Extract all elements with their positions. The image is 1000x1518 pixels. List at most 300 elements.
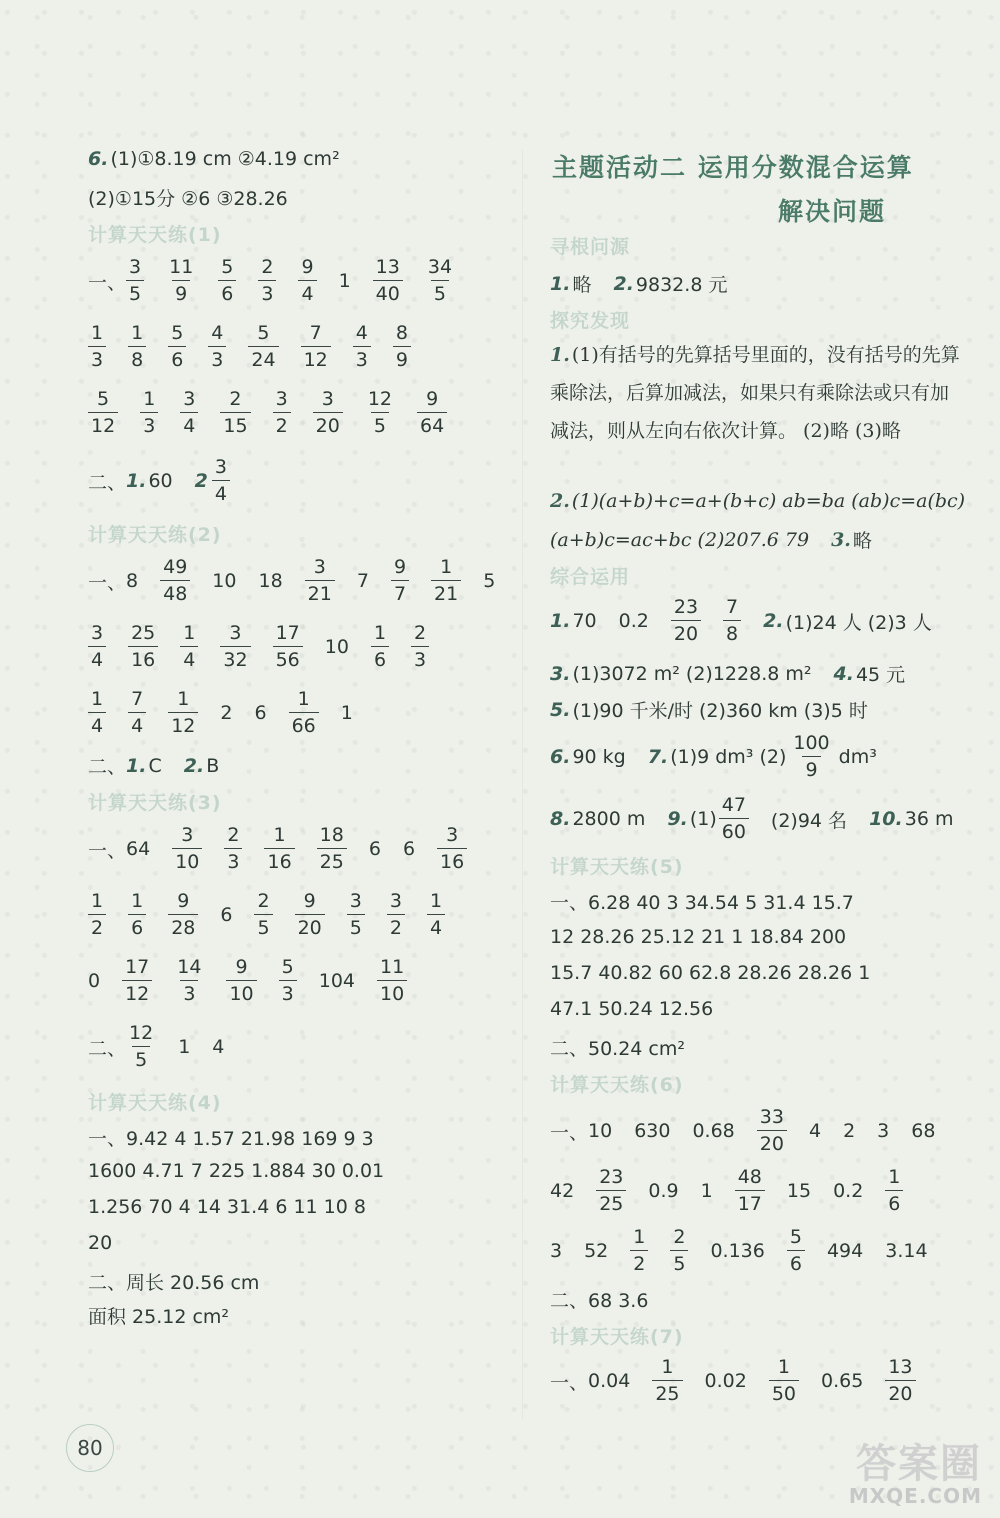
denominator: 12: [122, 980, 152, 1004]
numerator: 1: [143, 388, 156, 410]
section-heading-7: 计算天天练(7): [550, 1326, 684, 1348]
fraction: [371, 624, 389, 670]
fraction: [220, 624, 250, 670]
row: [550, 490, 965, 512]
value: 2: [843, 1120, 856, 1142]
denominator: 16: [128, 646, 158, 670]
label: 7.: [647, 746, 669, 768]
numerator: 12: [367, 388, 393, 410]
row: [88, 892, 467, 938]
numerator: 33: [759, 1106, 784, 1128]
fraction: [273, 390, 291, 436]
denominator: 10: [377, 980, 407, 1004]
fraction: [723, 598, 741, 644]
fraction: [431, 558, 461, 604]
label: 2.: [613, 272, 634, 295]
fraction: [735, 1168, 765, 1214]
value: 8: [126, 570, 139, 592]
fraction: [126, 258, 144, 304]
fraction: [180, 390, 198, 436]
denominator: 48: [160, 580, 190, 604]
numerator: 25: [131, 622, 156, 644]
fraction: [298, 258, 316, 304]
numerator: 1: [131, 322, 144, 344]
fraction: [427, 892, 445, 938]
numerator: 9: [177, 890, 190, 912]
value: 52: [584, 1240, 609, 1262]
value: (1)3072 m² (2)1228.8 m²: [572, 662, 812, 685]
fraction: [168, 892, 198, 938]
numerator: 9: [303, 890, 316, 912]
row: [550, 270, 727, 297]
label: 1.: [550, 610, 571, 632]
value: 60: [148, 470, 173, 492]
numerator: 9: [235, 956, 248, 978]
denominator: 24: [248, 346, 278, 370]
fraction: [88, 324, 106, 370]
numerator: 3: [129, 256, 142, 278]
value: 4: [808, 1120, 822, 1142]
numerator: 11: [169, 256, 194, 278]
answer-6-line1: [88, 148, 340, 170]
numerator: 2: [414, 622, 427, 644]
fraction: [212, 458, 230, 504]
numerator: 47: [721, 794, 746, 816]
value: 9832.8 元: [635, 274, 728, 296]
denominator: 16: [437, 848, 467, 872]
value: 6: [254, 702, 267, 724]
formula: (1)(a+b)+c=a+(b+c) ab=ba (ab)c=a(bc): [571, 490, 966, 512]
value: (1)24 人 (2)3 人: [785, 611, 932, 634]
label: 10.: [869, 808, 903, 830]
denominator: 6: [168, 346, 186, 370]
fraction: [671, 598, 701, 644]
numerator: 3: [91, 622, 104, 644]
row: [550, 1168, 925, 1214]
denominator: 4: [88, 712, 106, 736]
value: 1: [178, 1036, 191, 1058]
denominator: 3: [353, 346, 371, 370]
label: 6.: [550, 746, 571, 768]
denominator: 5: [670, 1250, 688, 1274]
denominator: 4: [180, 646, 198, 670]
numerator: 13: [888, 1356, 913, 1378]
fraction: [347, 892, 365, 938]
denominator: 7: [391, 580, 409, 604]
denominator: 9: [172, 280, 190, 304]
fraction: [258, 258, 276, 304]
denominator: 60: [719, 818, 749, 842]
denominator: 3: [180, 980, 198, 1004]
denominator: 28: [168, 914, 198, 938]
prefix: 一、: [550, 1371, 589, 1394]
denominator: 4: [128, 712, 146, 736]
numerator: 3: [275, 388, 288, 410]
denominator: 6: [371, 646, 389, 670]
fraction: [652, 1358, 682, 1404]
section-heading-6: 计算天天练(6): [550, 1074, 684, 1096]
numerator: 5: [257, 322, 270, 344]
fraction: [630, 1228, 648, 1274]
numerator: 3: [321, 388, 334, 410]
fraction: [88, 624, 106, 670]
watermark-logo-text: 答案圈: [856, 1441, 982, 1487]
denominator: 20: [313, 412, 343, 436]
row: 1600 4.71 7 225 1.884 30 0.01: [88, 1160, 385, 1182]
column-divider: [522, 150, 523, 1420]
fraction: [317, 826, 347, 872]
fraction: [208, 324, 226, 370]
numerator: 2: [257, 890, 270, 912]
row: 12 28.26 25.12 21 1 18.84 200: [550, 926, 847, 948]
value: 64: [126, 838, 151, 860]
numerator: 3: [229, 622, 242, 644]
row: [88, 258, 477, 304]
denominator: 5: [132, 1046, 150, 1070]
value: 2800 m: [572, 808, 646, 830]
numerator: 1: [91, 890, 104, 912]
mixed-number: [195, 458, 230, 504]
fraction: [787, 1228, 805, 1274]
denominator: 4: [212, 480, 230, 504]
value: 略: [572, 274, 592, 296]
numerator: 13: [375, 256, 400, 278]
numerator: 1: [373, 622, 387, 644]
denominator: 8: [723, 620, 741, 644]
denominator: 6: [218, 280, 236, 304]
value: 1: [700, 1180, 713, 1202]
label: 2.: [550, 490, 570, 512]
numerator: 2: [227, 824, 240, 846]
denominator: 12: [168, 712, 198, 736]
denominator: 64: [417, 412, 447, 436]
numerator: 5: [221, 256, 234, 278]
numerator: 1: [131, 890, 144, 912]
row: [550, 1228, 950, 1274]
row: [550, 660, 905, 687]
fraction: [289, 690, 319, 736]
value: 0.02: [704, 1370, 747, 1392]
denominator: 6: [885, 1190, 903, 1214]
denominator: 20: [295, 914, 325, 938]
fraction: [128, 690, 146, 736]
denominator: 3: [208, 346, 226, 370]
row: [550, 1358, 938, 1404]
fraction: [128, 324, 146, 370]
row: 一、9.42 4 1.57 21.98 169 9 3: [88, 1128, 374, 1150]
denominator: 32: [220, 646, 250, 670]
section-heading-2: 计算天天练(2): [88, 524, 222, 546]
fraction: [273, 624, 303, 670]
denominator: 3: [140, 412, 158, 436]
value: 4: [212, 1036, 225, 1058]
fraction: [757, 1108, 787, 1154]
label: 8.: [550, 808, 571, 830]
denominator: 25: [652, 1380, 682, 1404]
section-heading-zonghe: 综合运用: [550, 566, 631, 588]
label: 1.: [550, 344, 570, 366]
value: (1)90 千米/时 (2)360 km (3)5 时: [572, 700, 868, 722]
value: 0.2: [618, 610, 649, 632]
prefix: 二、: [88, 756, 127, 778]
value: 90 kg: [572, 746, 626, 768]
fraction: [417, 390, 447, 436]
fraction: [387, 892, 405, 938]
denominator: 12: [88, 412, 118, 436]
fraction: [264, 826, 294, 872]
label: 2.: [763, 610, 784, 632]
unit: dm³: [838, 746, 877, 768]
numerator: 9: [393, 556, 407, 578]
fraction: [140, 390, 158, 436]
prefix: 一、: [88, 571, 127, 594]
numerator: 14: [177, 956, 202, 978]
fraction: [719, 796, 749, 842]
denominator: 10: [172, 848, 202, 872]
value: 0.136: [710, 1240, 765, 1262]
value: 0.04: [588, 1370, 631, 1392]
row: 二、周长 20.56 cm: [88, 1272, 260, 1294]
fraction: [353, 324, 371, 370]
label: 3.: [550, 662, 571, 685]
denominator: 3: [411, 646, 429, 670]
denominator: 20: [885, 1380, 915, 1404]
numerator: 1: [777, 1356, 790, 1378]
fraction: [377, 958, 407, 1004]
denominator: 21: [305, 580, 335, 604]
numerator: 1: [633, 1226, 646, 1248]
numerator: 4: [355, 322, 368, 344]
value: 0.65: [821, 1370, 864, 1392]
numerator: 17: [125, 956, 150, 978]
row: 20: [88, 1232, 113, 1254]
row: [88, 624, 451, 670]
row: 一、6.28 40 3 34.54 5 31.4 15.7: [550, 892, 854, 914]
denominator: 8: [128, 346, 146, 370]
fraction: [168, 324, 186, 370]
value: 2: [220, 702, 233, 724]
fraction: [128, 892, 146, 938]
value: 45 元: [855, 664, 906, 686]
row: 二、50.24 cm²: [550, 1038, 686, 1060]
fraction: [226, 958, 256, 1004]
denominator: 9: [802, 756, 820, 780]
value: (2)94 名: [770, 809, 848, 832]
denominator: 6: [128, 914, 146, 938]
row: [550, 1108, 957, 1154]
value: (1): [689, 808, 717, 830]
denominator: 2: [273, 412, 291, 436]
row: [88, 690, 375, 736]
denominator: 5: [371, 412, 389, 436]
fraction: [393, 324, 411, 370]
denominator: 10: [226, 980, 256, 1004]
row: [550, 796, 953, 842]
denominator: 2: [387, 914, 405, 938]
denominator: 12: [301, 346, 331, 370]
numerator: 7: [726, 596, 739, 618]
fraction: [126, 1024, 156, 1070]
numerator: 1: [91, 322, 104, 344]
numerator: 18: [319, 824, 344, 846]
row: [88, 826, 489, 872]
value: 36 m: [904, 808, 954, 830]
numerator: 1: [661, 1356, 674, 1378]
theme-title-line2: 解决问题: [778, 197, 887, 226]
denominator: 21: [431, 580, 461, 604]
prefix: 一、: [550, 1121, 589, 1144]
row: 二、68 3.6: [550, 1290, 649, 1312]
denominator: 25: [596, 1190, 626, 1214]
numerator: 7: [309, 322, 322, 344]
label: 4.: [833, 662, 854, 685]
value: 3.14: [885, 1240, 928, 1262]
fraction: [224, 826, 242, 872]
numerator: 1: [297, 688, 310, 710]
denominator: 16: [264, 848, 294, 872]
numerator: 11: [380, 956, 405, 978]
numerator: 1: [177, 688, 190, 710]
numerator: 2: [673, 1226, 686, 1248]
denominator: 66: [289, 712, 319, 736]
fraction: [885, 1358, 915, 1404]
numerator: 9: [301, 256, 314, 278]
numerator: 1: [429, 890, 443, 912]
fraction: [88, 892, 106, 938]
numerator: 23: [673, 596, 699, 618]
numerator: 100: [793, 732, 830, 754]
numerator: 1: [91, 688, 104, 710]
row: [88, 752, 241, 779]
denominator: 2: [630, 1250, 648, 1274]
section-heading-4: 计算天天练(4): [88, 1092, 222, 1114]
value: 630: [634, 1120, 671, 1142]
paragraph-text: (1)有括号的先算括号里面的，没有括号的先算乘除法，后算加减法，如果只有乘除法或只有加减法，则从左向右依次计算。 (2)略 (3)略: [550, 344, 960, 442]
prefix: 一、: [88, 271, 127, 294]
numerator: 3: [349, 890, 362, 912]
value: 15: [786, 1180, 812, 1202]
fraction: [128, 624, 158, 670]
value: 0.68: [692, 1120, 735, 1142]
value: B: [206, 754, 220, 777]
denominator: 9: [393, 346, 411, 370]
value: 1: [340, 702, 353, 724]
fraction: [180, 624, 198, 670]
label: 2: [194, 470, 208, 492]
label: 3.: [831, 528, 851, 551]
value: 68: [911, 1120, 936, 1142]
numerator: 17: [275, 622, 300, 644]
section-heading-5: 计算天天练(5): [550, 856, 684, 878]
numerator: 3: [181, 824, 194, 846]
numerator: 48: [737, 1166, 762, 1188]
numerator: 3: [214, 456, 227, 478]
value: 7: [356, 570, 369, 592]
value: 1: [338, 270, 351, 292]
answer-6-text: (1)①8.19 cm ②4.19 cm²: [110, 148, 340, 170]
fraction: [220, 390, 250, 436]
section-heading-3: 计算天天练(3): [88, 792, 222, 814]
watermark: [848, 1441, 982, 1508]
watermark-url: MXQE.COM: [848, 1484, 982, 1508]
numerator: 3: [446, 824, 459, 846]
fraction: [301, 324, 331, 370]
denominator: 3: [258, 280, 276, 304]
value: 104: [318, 970, 356, 992]
fraction: [279, 958, 297, 1004]
fraction: [425, 258, 455, 304]
denominator: 5: [254, 914, 272, 938]
label-6: 6.: [88, 148, 109, 170]
fraction: [769, 1358, 799, 1404]
numerator: 2: [229, 388, 242, 410]
fraction: [411, 624, 429, 670]
label: 1.: [550, 272, 571, 295]
numerator: 1: [183, 622, 196, 644]
fraction: [373, 258, 403, 304]
row: [550, 696, 868, 723]
value: 6: [368, 838, 381, 860]
fraction: [305, 558, 335, 604]
numerator: 3: [183, 388, 196, 410]
label: 1.: [126, 754, 147, 777]
fraction: [174, 958, 204, 1004]
denominator: 4: [298, 280, 316, 304]
fraction: [790, 734, 832, 780]
numerator: 3: [313, 556, 326, 578]
value: 3: [877, 1120, 890, 1142]
numerator: 3: [389, 890, 402, 912]
numerator: 7: [131, 688, 144, 710]
numerator: 1: [273, 824, 286, 846]
numerator: 5: [97, 388, 110, 410]
fraction: [885, 1168, 903, 1214]
value: (1)9 dm³ (2): [670, 746, 787, 768]
denominator: 2: [88, 914, 106, 938]
value: 494: [826, 1240, 864, 1262]
fraction: [88, 690, 106, 736]
numerator: 34: [427, 256, 453, 278]
section-heading-xungen: 寻根问源: [550, 236, 631, 258]
fraction: [88, 390, 118, 436]
numerator: 8: [395, 322, 408, 344]
numerator: 9: [426, 388, 439, 410]
value: 42: [550, 1180, 575, 1202]
numerator: 2: [261, 256, 274, 278]
value: 70: [572, 610, 597, 632]
row: 15.7 40.82 60 62.8 28.26 28.26 1: [550, 962, 871, 984]
answer-6-line2: (2)①15分 ②6 ③28.26: [88, 188, 288, 210]
fraction: [166, 258, 196, 304]
section-heading-1: 计算天天练(1): [88, 224, 222, 246]
fraction: [160, 558, 190, 604]
numerator: 4: [211, 322, 224, 344]
row: 面积 25.12 cm²: [88, 1306, 230, 1328]
numerator: 23: [599, 1166, 624, 1188]
fraction: [670, 1228, 688, 1274]
section-heading-tanjiu: 探究发现: [550, 310, 631, 332]
value: 10: [324, 636, 349, 658]
denominator: 15: [220, 412, 250, 436]
denominator: 4: [427, 914, 445, 938]
fraction: [254, 892, 272, 938]
value: 0: [88, 970, 101, 992]
value: 10: [212, 570, 237, 592]
page-number: 80: [66, 1424, 114, 1472]
numerator: 1: [888, 1166, 901, 1188]
row: [550, 598, 932, 644]
label: 5.: [550, 698, 571, 721]
